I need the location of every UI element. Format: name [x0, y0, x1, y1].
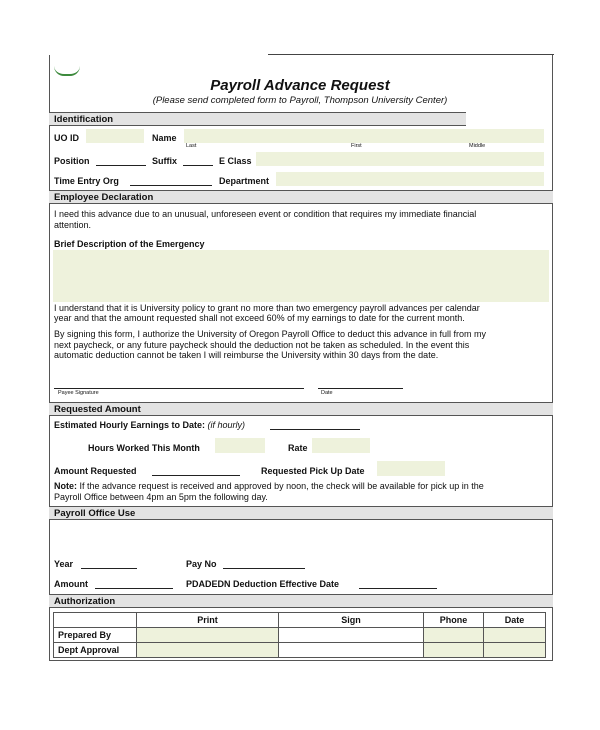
- prepared-by-print-field[interactable]: [137, 628, 279, 643]
- dept-approval-date-field[interactable]: [484, 643, 546, 658]
- column-date: Date: [484, 613, 546, 628]
- name-field[interactable]: [184, 129, 544, 143]
- page-subtitle: (Please send completed form to Payroll, Thompson University Center): [152, 95, 448, 106]
- rate-field[interactable]: [312, 438, 370, 453]
- year-label: Year: [54, 559, 74, 569]
- declaration-para2-line1: I understand that it is University policy to grant no more than two emergency payroll advances per calendar: [54, 303, 480, 313]
- declaration-para2-line2: year and that the amount requested shall not exceed 60% of my earnings to date for the current month.: [54, 313, 465, 323]
- dept-approval-phone-field[interactable]: [424, 643, 484, 658]
- section-authorization: Authorization: [49, 594, 553, 608]
- note-line2: Payroll Office between 4pm an 5pm the following day.: [54, 492, 268, 502]
- section-employee-declaration: Employee Declaration: [49, 190, 553, 204]
- brief-description-label: Brief Description of the Emergency: [54, 239, 205, 249]
- prepared-by-sign-field[interactable]: [279, 628, 424, 643]
- note-line1: Note: If the advance request is received and approved by noon, the check will be available for pick up in the: [54, 481, 484, 491]
- declaration-para3-line1: By signing this form, I authorize the University of Oregon Payroll Office to deduct this advance in full from my: [54, 329, 487, 339]
- uo-id-field[interactable]: [86, 129, 144, 143]
- prepared-by-phone-field[interactable]: [424, 628, 484, 643]
- position-field[interactable]: [96, 165, 146, 166]
- hours-worked-field[interactable]: [215, 438, 265, 453]
- payee-signature-line[interactable]: [54, 388, 304, 389]
- row-dept-approval: Dept Approval: [54, 643, 137, 658]
- department-field[interactable]: [276, 172, 544, 186]
- section-payroll-office-use: Payroll Office Use: [49, 506, 553, 520]
- declaration-para3-line3: automatic deduction cannot be taken I will reimburse the University within 30 days from the date.: [54, 350, 439, 360]
- e-class-field[interactable]: [256, 152, 544, 166]
- brief-description-field[interactable]: [53, 250, 549, 302]
- row-prepared-by: Prepared By: [54, 628, 137, 643]
- payee-signature-caption: Payee Signature: [58, 390, 99, 396]
- signature-date-line[interactable]: [318, 388, 403, 389]
- page-title: Payroll Advance Request: [210, 77, 390, 94]
- amount-requested-field[interactable]: [152, 475, 240, 476]
- year-field[interactable]: [81, 568, 137, 569]
- declaration-para3-line2: next paycheck, or any future paycheck should the deduction not be taken as scheduled. In the event this: [54, 340, 470, 350]
- dept-approval-sign-field[interactable]: [279, 643, 424, 658]
- suffix-field[interactable]: [183, 165, 213, 166]
- authorization-corner-cell: [54, 613, 137, 628]
- estimated-hourly-label: Estimated Hourly Earnings to Date: (if hourly): [54, 420, 246, 430]
- position-label: Position: [54, 156, 90, 166]
- estimated-hourly-field[interactable]: [270, 429, 360, 430]
- section-identification: Identification: [49, 112, 466, 126]
- authorization-table: [53, 612, 546, 658]
- declaration-para1-line1: I need this advance due to an unusual, unforeseen event or condition that requires my immediate financial: [54, 209, 477, 219]
- section-requested-amount: Requested Amount: [49, 402, 553, 416]
- hours-worked-label: Hours Worked This Month: [88, 443, 200, 453]
- pickup-date-label: Requested Pick Up Date: [261, 466, 365, 476]
- pay-no-label: Pay No: [186, 559, 217, 569]
- name-label: Name: [152, 133, 177, 143]
- dept-approval-print-field[interactable]: [137, 643, 279, 658]
- e-class-label: E Class: [219, 156, 252, 166]
- department-label: Department: [219, 176, 270, 186]
- last-caption: Last: [186, 143, 197, 149]
- suffix-label: Suffix: [152, 156, 178, 166]
- time-entry-org-field[interactable]: [130, 185, 212, 186]
- declaration-para1-line2: attention.: [54, 220, 92, 230]
- table-row: [54, 643, 546, 658]
- column-sign: Sign: [279, 613, 424, 628]
- pdadedn-field[interactable]: [359, 588, 437, 589]
- estimated-hourly-hint: (if hourly): [207, 420, 246, 430]
- table-row: [54, 628, 546, 643]
- prepared-by-date-field[interactable]: [484, 628, 546, 643]
- column-print: Print: [137, 613, 279, 628]
- pickup-date-field[interactable]: [377, 461, 445, 476]
- office-amount-field[interactable]: [95, 588, 173, 589]
- pay-no-field[interactable]: [223, 568, 305, 569]
- middle-caption: Middle: [469, 143, 486, 149]
- column-phone: Phone: [424, 613, 484, 628]
- office-amount-label: Amount: [54, 579, 88, 589]
- first-caption: First: [351, 143, 362, 149]
- signature-date-caption: Date: [321, 390, 333, 396]
- uo-id-label: UO ID: [54, 133, 80, 143]
- pdadedn-label: PDADEDN Deduction Effective Date: [186, 579, 340, 589]
- amount-requested-label: Amount Requested: [54, 466, 137, 476]
- authorization-header-row: [54, 613, 546, 628]
- rate-label: Rate: [288, 443, 308, 453]
- time-entry-org-label: Time Entry Org: [54, 176, 119, 186]
